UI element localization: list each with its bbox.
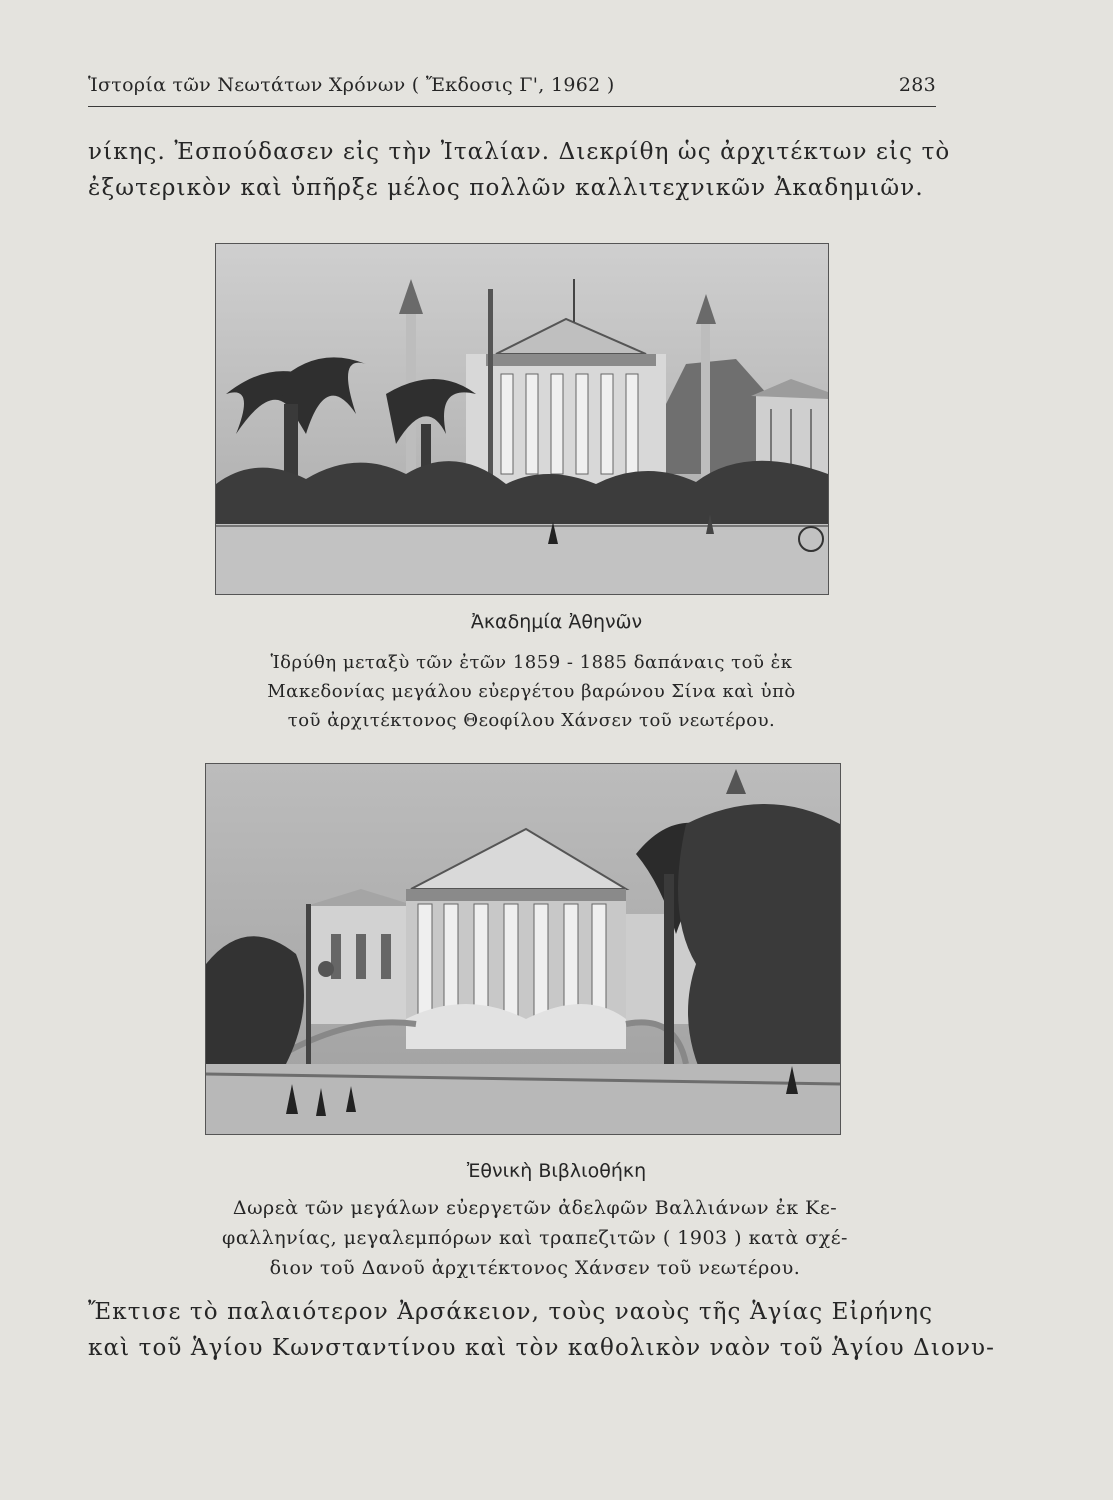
figure-title: Ἀκαδημία Ἀθηνῶν [470, 611, 643, 633]
caption-line: Δωρεὰ τῶν μεγάλων εὐεργετῶν ἀδελφῶν Βαλλιάνων ἐκ Κε- [232, 1197, 838, 1219]
caption-line: Μακεδονίας μεγάλου εὐεργέτου βαρώνου Σίνα καὶ ὑπὸ [267, 681, 796, 702]
intro-paragraph [88, 134, 951, 206]
caption-line: Ἱδρύθη μεταξὺ τῶν ἐτῶν 1859 - 1885 δαπάναις τοῦ ἐκ [270, 652, 793, 673]
closing-paragraph [88, 1294, 995, 1366]
caption-line: τοῦ ἀρχιτέκτονος Θεοφίλου Χάνσεν τοῦ νεωτέρου. [287, 710, 776, 731]
academy-photo [215, 243, 829, 595]
running-head [88, 74, 936, 96]
text-line: νίκης. Ἐσπούδασεν εἰς τὴν Ἰταλίαν. Διεκρίθη ὡς ἀρχιτέκτων εἰς τὸ [88, 139, 951, 165]
text-line: Ἔκτισε τὸ παλαιότερον Ἀρσάκειον, τοὺς ναοὺς τῆς Ἁγίας Εἰρήνης [88, 1299, 934, 1325]
caption-line: διον τοῦ Δανοῦ ἀρχιτέκτονος Χάνσεν τοῦ νεωτέρου. [269, 1257, 801, 1279]
figure-caption [205, 1193, 865, 1283]
running-title: Ἱστορία τῶν Νεωτάτων Χρόνων ( Ἔκδοσις Γ', 1962 ) [88, 74, 615, 96]
figure-title: Ἐθνικὴ Βιβλιοθήκη [466, 1160, 647, 1182]
header-rule [88, 106, 936, 107]
text-line: καὶ τοῦ Ἁγίου Κωνσταντίνου καὶ τὸν καθολικὸν ναὸν τοῦ Ἁγίου Διονυ- [88, 1335, 995, 1361]
page-number: 283 [898, 74, 936, 96]
text-line: ἐξωτερικὸν καὶ ὑπῆρξε μέλος πολλῶν καλλιτεχνικῶν Ἀκαδημιῶν. [88, 175, 924, 201]
figure-caption [220, 648, 843, 735]
national-library-photo [205, 763, 841, 1135]
caption-line: φαλληνίας, μεγαλεμπόρων καὶ τραπεζιτῶν ( 1903 ) κατὰ σχέ- [222, 1227, 848, 1249]
